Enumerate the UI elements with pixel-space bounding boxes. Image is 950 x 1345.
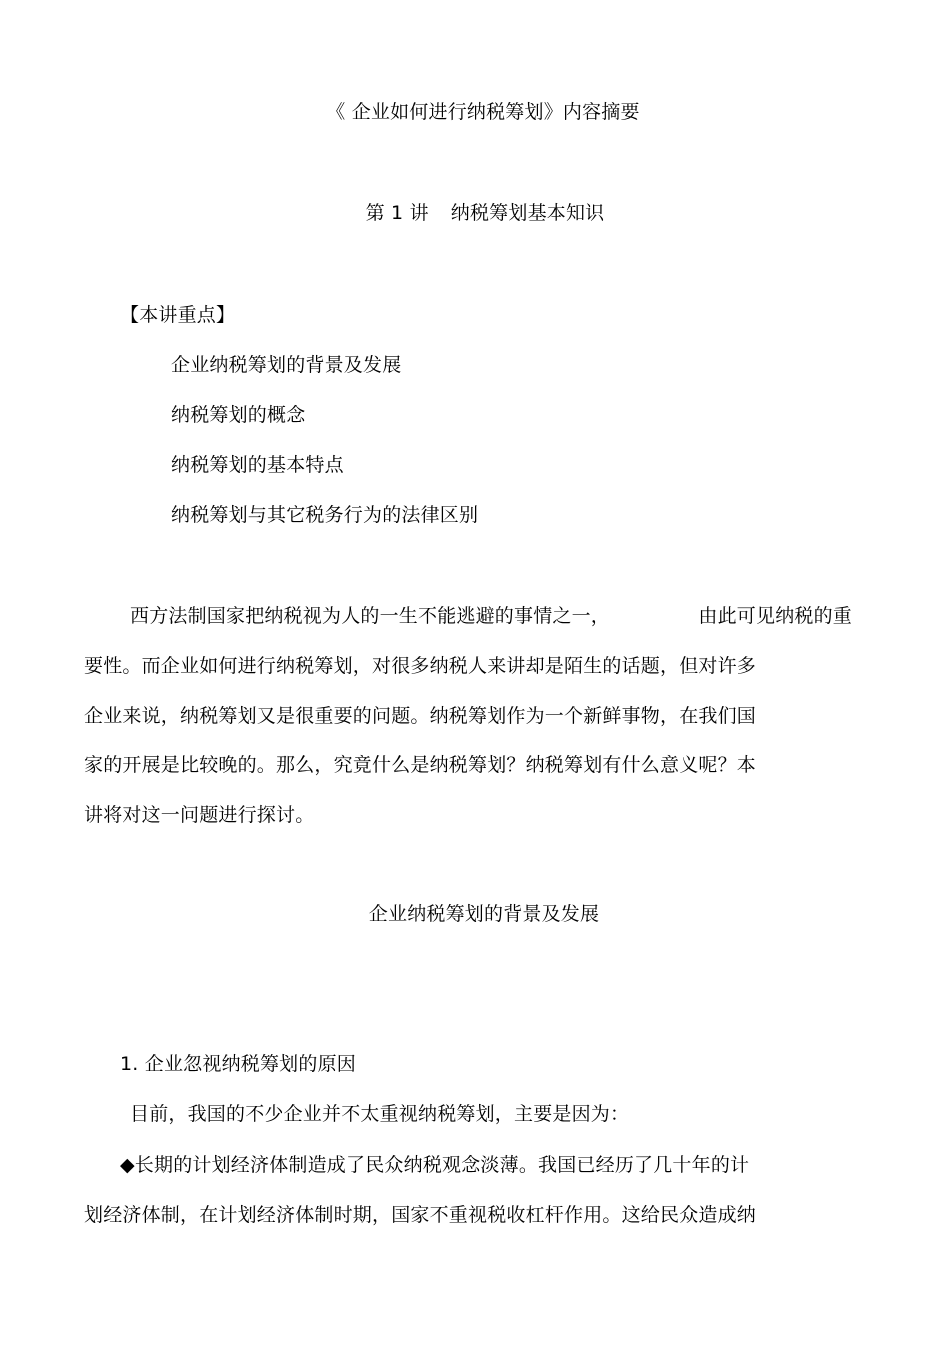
subsection-intro: 目前，我国的不少企业并不太重视纳税筹划，主要是因为： [130,1103,630,1125]
document-title: 《 企业如何进行纳税筹划》内容摘要 [326,101,640,123]
bullet-line: ◆长期的计划经济体制造成了民众纳税观念淡薄。我国已经历了几十年的计 [120,1154,750,1176]
intro-line-part: 由此可见纳税的重 [698,605,852,627]
bullet-line: 划经济体制，在计划经济体制时期，国家不重视税收杠杆作用。这给民众造成纳 [84,1204,757,1226]
intro-paragraph-line: 家的开展是比较晚的。那么，究竟什么是纳税筹划？纳税筹划有什么意义呢？本 [84,754,757,776]
intro-paragraph-line [130,603,852,629]
focus-item: 纳税筹划的基本特点 [171,454,344,476]
focus-item: 纳税筹划的概念 [171,404,306,426]
section-heading: 企业纳税筹划的背景及发展 [368,903,600,925]
focus-item: 纳税筹划与其它税务行为的法律区别 [171,504,479,526]
intro-paragraph-line: 讲将对这一问题进行探讨。 [84,804,315,826]
subsection-heading: 1. 企业忽视纳税筹划的原因 [120,1053,356,1075]
lecture-number: 第 1 讲 [365,202,429,224]
lecture-name: 纳税筹划基本知识 [450,202,605,224]
lecture-title [0,200,950,226]
focus-heading: 【本讲重点】 [120,304,236,326]
intro-line-part: 西方法制国家把纳税视为人的一生不能逃避的事情之一， [130,605,611,627]
focus-item: 企业纳税筹划的背景及发展 [171,354,402,376]
intro-paragraph-line: 要性。而企业如何进行纳税筹划，对很多纳税人来讲却是陌生的话题，但对许多 [84,655,757,677]
intro-paragraph-line: 企业来说，纳税筹划又是很重要的问题。纳税筹划作为一个新鲜事物，在我们国 [84,705,757,727]
